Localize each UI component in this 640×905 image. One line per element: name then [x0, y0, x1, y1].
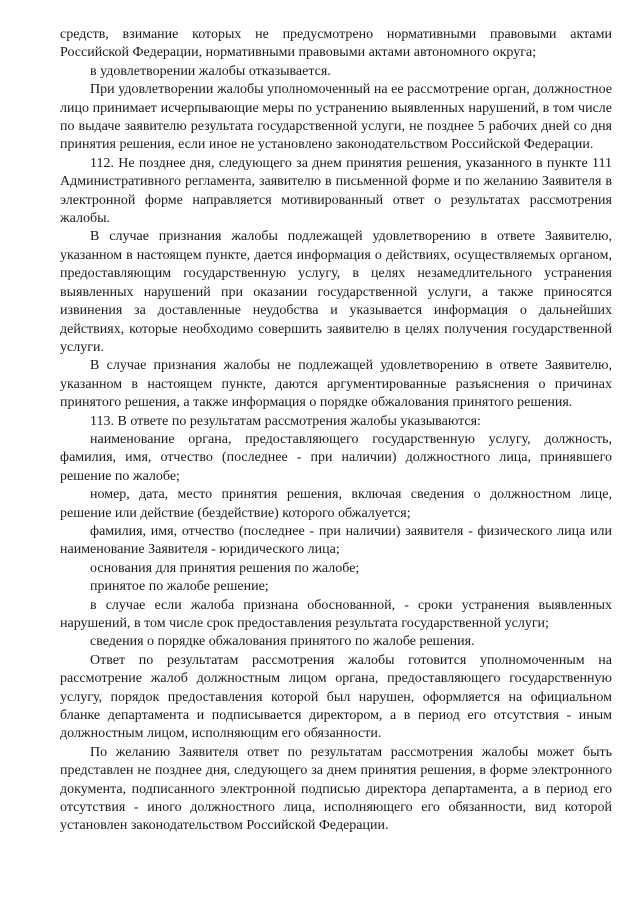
- paragraph: При удовлетворении жалобы уполномоченный на ее рассмотрение орган, должностное лицо принимает исчерпывающие меры по устранению выявленных нарушений, в том числе по выдаче заявителю результата государственной услуги, не позднее 5 рабочих дней со дня принятия решения, если иное не установлено законодательством Российской Федерации.: [60, 82, 612, 153]
- paragraph: В случае признания жалобы не подлежащей удовлетворению в ответе Заявителю, указанном в настоящем пункте, даются аргументированные разъяснения о причинах принятого решения, а также информация о порядке обжалования принятого решения.: [60, 358, 612, 411]
- paragraph: В случае признания жалобы подлежащей удовлетворению в ответе Заявителю, указанном в настоящем пункте, дается информация о действиях, осуществляемых органом, предоставляющим государственную услугу, в целях незамедлительного устранения выявленных нарушений при оказании государственной услуги, а также приносятся извинения за доставленные неудобства и указывается информация о дальнейших действиях, которые необходимо совершить заявителю в целях получения государственной услуги.: [60, 229, 612, 355]
- paragraph: в удовлетворении жалобы отказывается.: [90, 63, 331, 79]
- paragraph: средств, взимание которых не предусмотрено нормативными правовыми актами Российской Федерации, нормативными правовыми актами автономного округа;: [60, 27, 612, 61]
- paragraph: 112. Не позднее дня, следующего за днем принятия решения, указанного в пункте 111 Административного регламента, заявителю в письменной форме и по желанию Заявителя в электронной форме направляется мотивированный ответ о результатах рассмотрения жалобы.: [60, 155, 612, 227]
- paragraph: в случае если жалоба признана обоснованной, - сроки устранения выявленных нарушений, в том числе срок предоставления результата государственной услуги;: [60, 597, 612, 631]
- paragraph: сведения о порядке обжалования принятого по жалобе решения.: [90, 634, 475, 650]
- paragraph: По желанию Заявителя ответ по результатам рассмотрения жалобы может быть представлен не позднее дня, следующего за днем принятия решения, в форме электронного документа, подписанного электронной подписью директора департамента, а в период его отсутствия - иного должностного лица, исполняющего его обязанности, вид которой установлен законодательством Российской Федерации.: [60, 744, 612, 834]
- paragraph: Ответ по результатам рассмотрения жалобы готовится уполномоченным на рассмотрение жалоб должностным лицом органа, предоставляющего государственную услугу, порядок предоставления которой был нарушен, оформляется на официальном бланке департамента и подписывается директором, а в период его отсутствия - иным должностным лицом, исполняющим его обязанности.: [60, 652, 612, 742]
- paragraph: принятое по жалобе решение;: [90, 579, 269, 595]
- paragraph: 113. В ответе по результатам рассмотрения жалобы указываются:: [90, 413, 481, 429]
- paragraph: номер, дата, место принятия решения, включая сведения о должностном лице, решение или действие (бездействие) которого обжалуется;: [60, 487, 612, 521]
- paragraph: основания для принятия решения по жалобе;: [90, 560, 360, 576]
- paragraph: наименование органа, предоставляющего государственную услугу, должность, фамилия, имя, отчество (последнее - при наличии) должностного лица, принявшего решение по жалобе;: [60, 431, 612, 484]
- paragraph: фамилия, имя, отчество (последнее - при наличии) заявителя - физического лица или наименование Заявителя - юридического лица;: [60, 523, 612, 558]
